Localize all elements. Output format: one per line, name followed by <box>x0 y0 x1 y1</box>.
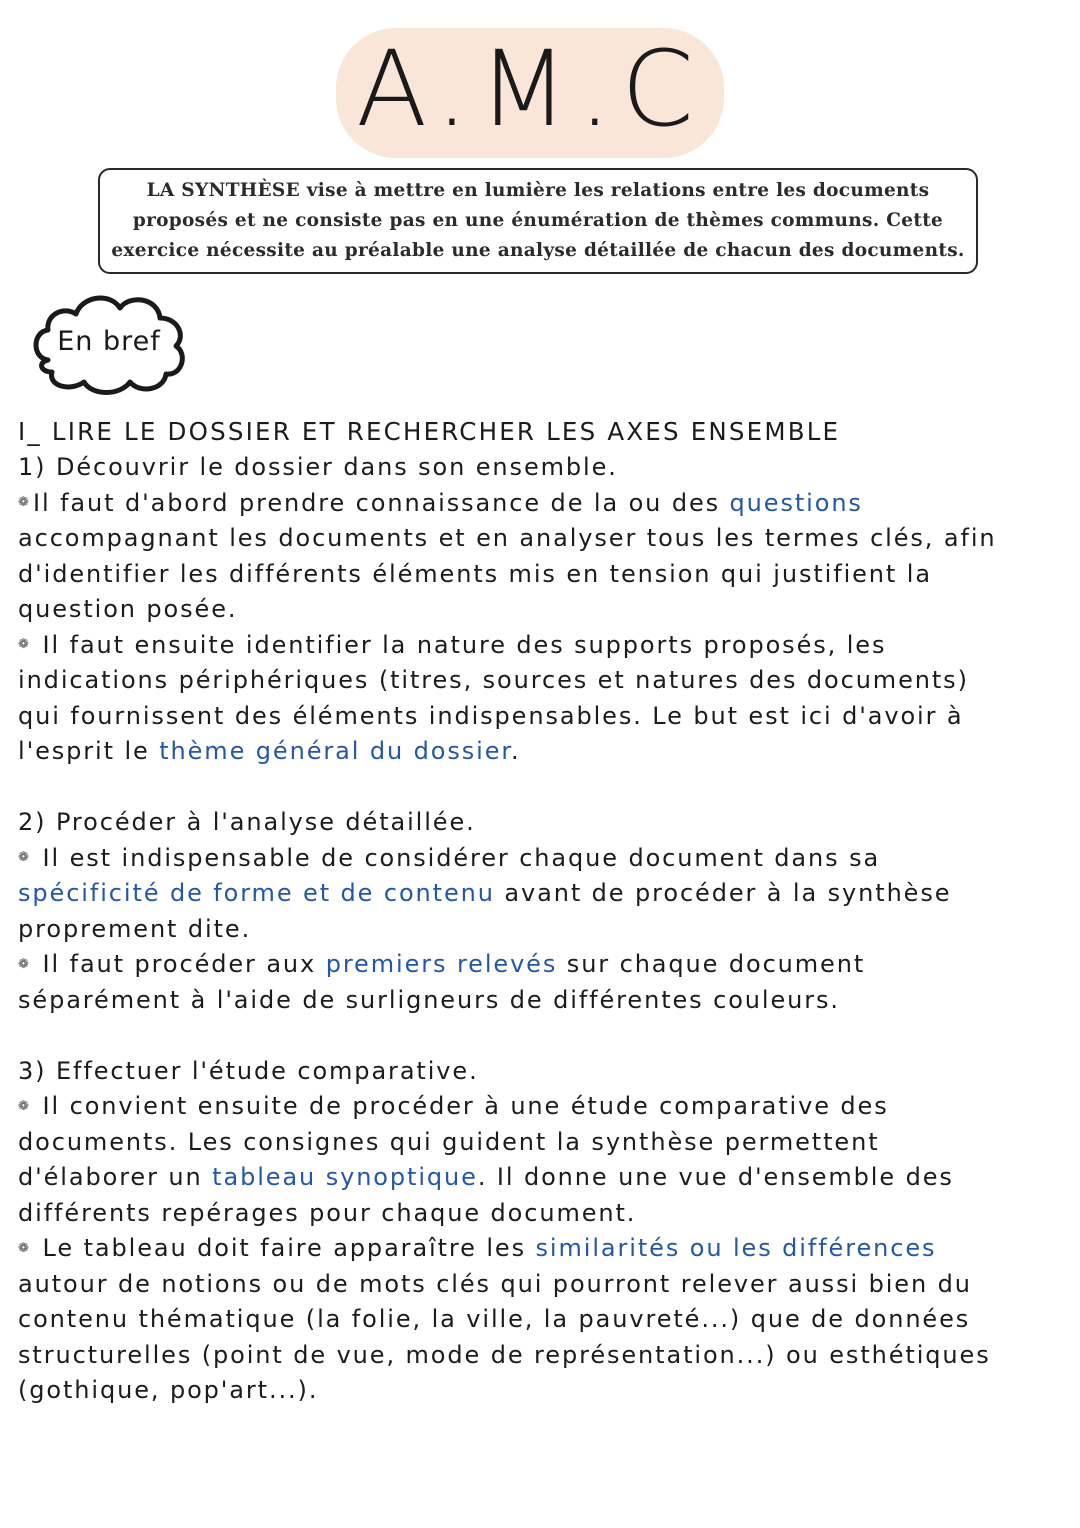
intro-text: LA SYNTHÈSE vise à mettre en lumière les relations entre les documents proposés et ne consiste pas en une énumération de thèmes communs. Cette exercice nécessite au préalable une analyse détaillée de chacun des documents. <box>111 180 965 261</box>
part-3-paragraph-2: ❁ Le tableau doit faire apparaître les similarités ou les différences autour de notions ou de mots clés qui pourront relever aussi bien du contenu thématique (la folie, la ville, la pauvreté...) que de données structurelles (point de vue, mode de représentation...) ou esthétiques (gothique, pop'art...). <box>18 1234 991 1404</box>
intro-box <box>98 168 978 274</box>
highlight: premiers relevés <box>325 950 558 978</box>
part-2-title: 2) Procéder à l'analyse détaillée. <box>18 808 476 836</box>
part-1-paragraph-1: ❁Il faut d'abord prendre connaissance de la ou des questions accompagnant les documents et en analyser tous les termes clés, afin d'identifier les différents éléments mis en tension qui justifient la question posée. <box>18 488 997 623</box>
bullet-icon: ❁ <box>18 1098 31 1114</box>
highlight: questions <box>729 488 863 517</box>
part-3-paragraph-1: ❁ Il convient ensuite de procéder à une étude comparative des documents. Les consignes qui guident la synthèse permettent d'élaborer un tableau synoptique. Il donne une vue d'ensemble des différents repérages pour chaque document. <box>18 1092 954 1227</box>
part-2-paragraph-2: ❁ Il faut procéder aux premiers relevés sur chaque document séparément à l'aide de surligneurs de différentes couleurs. <box>18 950 866 1014</box>
main-content <box>18 414 1058 1409</box>
part-2-paragraph-1: ❁ Il est indispensable de considérer chaque document dans sa spécificité de forme et de contenu avant de procéder à la synthèse proprement dite. <box>18 843 952 943</box>
section-heading: I_ LIRE LE DOSSIER ET RECHERCHER LES AXES ENSEMBLE <box>18 417 841 446</box>
bullet-icon: ❁ <box>18 850 31 865</box>
highlight: tableau synoptique <box>212 1163 478 1191</box>
part-1-title: 1) Découvrir le dossier dans son ensemble. <box>18 453 618 481</box>
highlight: similarités ou les différences <box>535 1234 937 1262</box>
title-banner <box>336 28 724 158</box>
highlight: thème général du dossier <box>159 737 511 765</box>
bullet-icon: ❁ <box>18 495 31 510</box>
bullet-icon: ❁ <box>18 1240 31 1256</box>
en-bref-badge <box>26 288 192 400</box>
intro-lead: LA SYNTHÈSE <box>146 180 300 201</box>
page-title: A.M.C <box>356 28 704 150</box>
bullet-icon: ❁ <box>18 956 31 972</box>
part-3-title: 3) Effectuer l'étude comparative. <box>18 1056 479 1085</box>
bullet-icon: ❁ <box>18 637 31 652</box>
highlight: spécificité de forme et de contenu <box>18 879 495 907</box>
part-1-paragraph-2: ❁ Il faut ensuite identifier la nature des supports proposés, les indications périphériques (titres, sources et natures des documents) qui fournissent des éléments indispensables. Le but est ici d'avoir à l'esprit le thème général du dossier. <box>18 630 969 765</box>
en-bref-label: En bref <box>57 326 161 357</box>
